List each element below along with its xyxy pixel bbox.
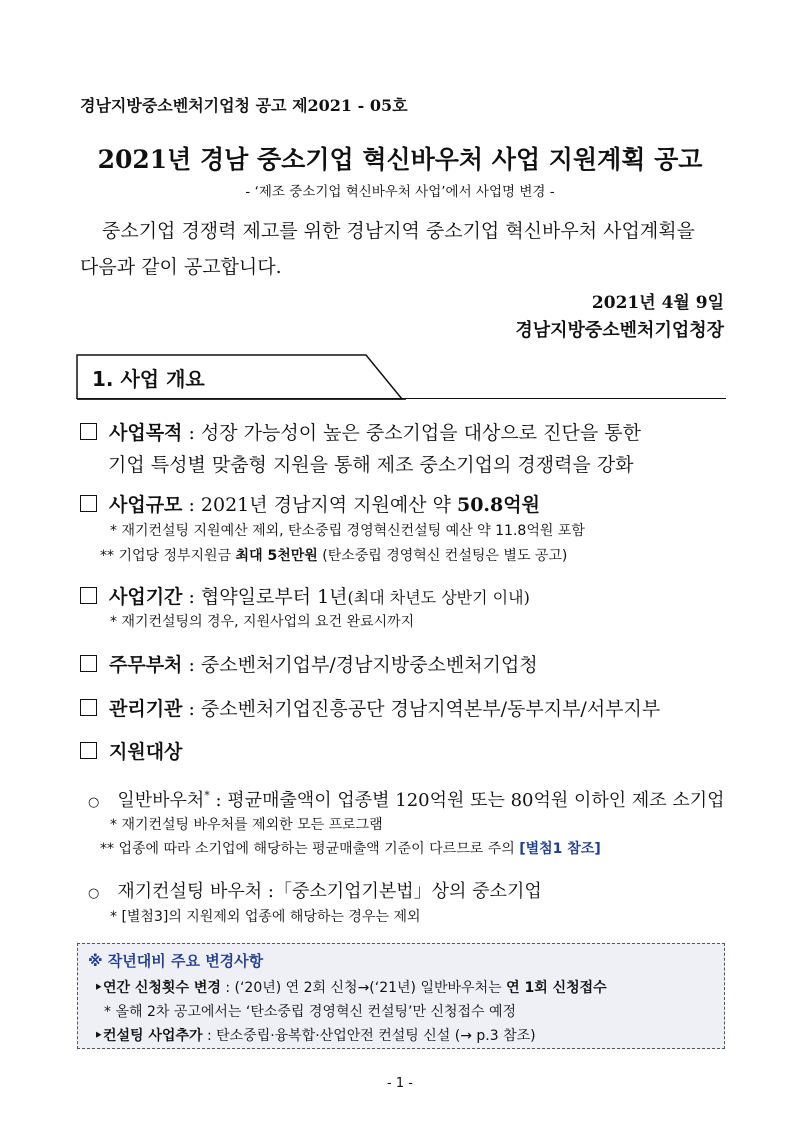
section-header-tab xyxy=(76,354,406,400)
changes-item-1 xyxy=(94,977,607,997)
issuer-name: 경남지방중소벤처기업청장 xyxy=(515,320,724,341)
scale-note-1: * 재기컨설팅 지원예산 제외, 탄소중립 경영혁신컨설팅 예산 약 11.8억원 포함 xyxy=(110,523,585,539)
general-voucher-note-2-text: ** 업종에 따라 소기업에 해당하는 평균매출액 기준이 다르므로 주의 xyxy=(100,841,520,857)
changes-item-2-text: : 탄소중립·융복합·산업안전 컨설팅 신설 (→ p.3 참조) xyxy=(202,1028,536,1044)
agency-label: 관리기관 xyxy=(109,698,183,720)
changes-item-2-label: ‣컨설팅 사업추가 xyxy=(94,1028,203,1044)
ministry-label: 주무부처 xyxy=(109,654,183,676)
agency-row xyxy=(80,694,660,721)
agency-text: : 중소벤처기업진흥공단 경남지역본부/동부지부/서부지부 xyxy=(182,698,661,720)
attachment-reference: [별첨1 참조] xyxy=(519,841,601,857)
general-voucher-note-2 xyxy=(100,838,601,858)
page-subtitle: - ‘제조 중소기업 혁신바우처 사업’에서 사업명 변경 - xyxy=(245,184,555,200)
period-row xyxy=(80,582,530,609)
period-text: : 협약일로부터 1년 xyxy=(182,586,348,608)
page-title: 2021년 경남 중소기업 혁신바우처 사업 지원계획 공고 xyxy=(97,145,703,174)
scale-amount: 50.8억원 xyxy=(456,494,540,516)
purpose-label: 사업목적 xyxy=(109,422,183,444)
circle-bullet-icon: ○ xyxy=(88,886,100,901)
general-voucher-mark: * xyxy=(204,789,210,802)
target-row xyxy=(80,737,182,764)
circle-bullet-icon: ○ xyxy=(88,795,100,810)
section-underline xyxy=(76,398,726,399)
general-voucher-label: 일반바우처 xyxy=(117,790,205,811)
notice-date: 2021년 4월 9일 xyxy=(591,293,724,313)
checkbox-square-icon xyxy=(80,587,97,604)
changes-item-2 xyxy=(94,1025,536,1045)
notice-number: 경남지방중소벤처기업청 공고 제2021 - 05호 xyxy=(80,96,408,115)
restart-voucher-text: :「중소기업기본법」상의 중소기업 xyxy=(262,881,542,902)
target-label: 지원대상 xyxy=(109,741,183,763)
checkbox-square-icon xyxy=(80,742,97,759)
period-text-small: (최대 차년도 상반기 이내) xyxy=(347,588,530,607)
intro-line-1: 중소기업 경쟁력 제고를 위한 경남지역 중소기업 혁신바우처 사업계획을 xyxy=(102,220,695,242)
scale-note-2-prefix: ** 기업당 정부지원금 xyxy=(100,548,236,564)
period-note: * 재기컨설팅의 경우, 지원사업의 요건 완료시까지 xyxy=(110,614,415,630)
restart-voucher-row xyxy=(88,877,542,903)
changes-title: ※ 작년대비 주요 변경사항 xyxy=(88,952,264,970)
changes-item-1-bold: 연 1회 신청접수 xyxy=(506,980,607,996)
changes-item-1-note: * 올해 2차 공고에서는 ‘탄소중립 경영혁신 컨설팅’만 신청접수 예정 xyxy=(104,1004,517,1020)
changes-item-1-label: ‣연간 신청횟수 변경 xyxy=(94,980,221,996)
restart-voucher-label: 재기컨설팅 바우처 xyxy=(117,881,263,902)
section-title: 1. 사업 개요 xyxy=(92,367,205,391)
checkbox-square-icon xyxy=(80,655,97,672)
general-voucher-note-1: * 재기컨설팅 바우처를 제외한 모든 프로그램 xyxy=(110,817,383,833)
scale-note-2-suffix: (탄소중립 경영혁신 컨설팅은 별도 공고) xyxy=(317,548,568,564)
ministry-text: : 중소벤처기업부/경남지방중소벤처기업청 xyxy=(182,654,538,676)
scale-label: 사업규모 xyxy=(109,494,183,516)
restart-voucher-note: * [별첨3]의 지원제외 업종에 해당하는 경우는 제외 xyxy=(110,909,421,925)
page-number: - 1 - xyxy=(387,1076,413,1091)
changes-box xyxy=(77,943,725,1049)
checkbox-square-icon xyxy=(80,495,97,512)
purpose-text-line2: 기업 특성별 맞춤형 지원을 통해 제조 중소기업의 경쟁력을 강화 xyxy=(108,454,634,476)
ministry-row xyxy=(80,650,538,677)
scale-note-2 xyxy=(100,545,567,565)
intro-line-2: 다음과 같이 공고합니다. xyxy=(80,256,282,278)
changes-item-1-text: : (‘20년) 연 2회 신청→(‘21년) 일반바우처는 xyxy=(220,980,507,996)
scale-text: : 2021년 경남지역 지원예산 약 xyxy=(182,494,457,516)
purpose-text: : 성장 가능성이 높은 중소기업을 대상으로 진단을 통한 xyxy=(182,422,641,444)
period-label: 사업기간 xyxy=(109,586,183,608)
general-voucher-row xyxy=(88,786,725,812)
purpose-row xyxy=(80,418,641,445)
general-voucher-text: : 평균매출액이 업종별 120억원 또는 80억원 이하인 제조 소기업 xyxy=(209,790,725,811)
scale-note-2-bold: 최대 5천만원 xyxy=(235,548,318,564)
scale-row xyxy=(80,490,540,517)
checkbox-square-icon xyxy=(80,699,97,716)
checkbox-square-icon xyxy=(80,423,97,440)
